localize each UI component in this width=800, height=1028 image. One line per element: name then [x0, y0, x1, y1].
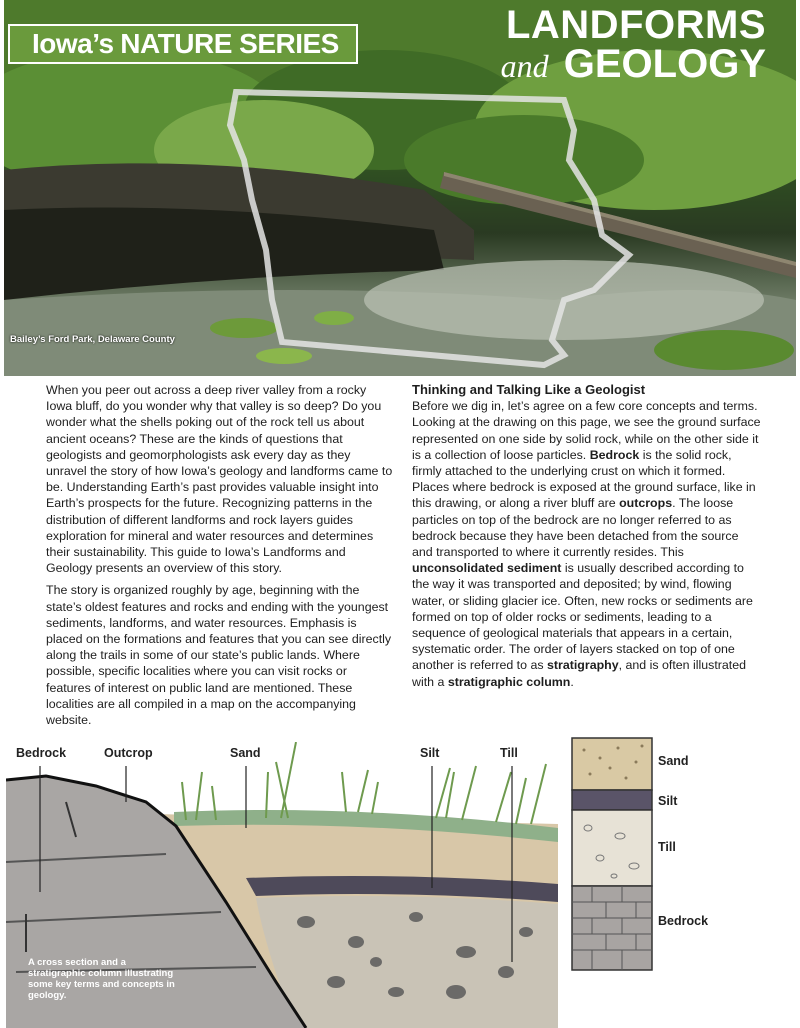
figure-caption: A cross section and a stratigraphic column illustrating some key terms and concepts in geology.: [28, 957, 175, 1001]
title-and: and: [500, 48, 549, 84]
column-label-silt: Silt: [658, 794, 678, 808]
series-banner: [8, 24, 358, 64]
geologist-paragraph: Before we dig in, let’s agree on a few core concepts and terms. Looking at the drawing on this page, we see the ground surface represented on one side by solid rock, while on the other side it is a collection of loose particles. Bedrock is the solid rock, firmly attached to the underlying crust on which it formed. Places where bedrock is exposed at the ground surface, like in this drawing, or along a river bluff are outcrops. The loose particles on top of the bedrock are no longer referred to as bedrock because they have been detached from the source and transported to where it currently resides. This unconsolidated sediment is usually described according to the way it was transported and deposited; by wind, flowing water, or sliding glacier ice. Often, new rocks or sediments are formed on top of older rocks or sediments, leading to a sequence of geological materials that appears in a certain, systematic order. The order of layers stacked on top of one another is referred to as stratigraphy, and is often illustrated with a stratigraphic column.: [412, 399, 761, 689]
column-label-bedrock: Bedrock: [658, 914, 709, 928]
title-line2: GEOLOGY: [563, 42, 766, 86]
column-label-till: Till: [658, 840, 676, 854]
term-bedrock: Bedrock: [589, 447, 640, 462]
term-unconsolidated-sediment: unconsolidated sediment: [412, 561, 562, 576]
column-label-sand: Sand: [658, 754, 689, 768]
layer-sand: [572, 738, 652, 790]
term-stratigraphic-column: stratigraphic column: [447, 674, 571, 689]
term-stratigraphy: stratigraphy: [547, 658, 619, 673]
layer-bedrock: [572, 886, 652, 970]
intro-column: [46, 382, 394, 734]
strat-column-drawing: [570, 736, 670, 972]
page-title: [500, 3, 766, 86]
label-sand: Sand: [230, 746, 261, 760]
section-heading: Thinking and Talking Like a Geologist: [412, 382, 646, 397]
term-outcrops: outcrops: [619, 496, 673, 511]
label-till: Till: [500, 746, 518, 760]
title-line1: LANDFORMS: [505, 3, 766, 47]
label-bedrock: Bedrock: [16, 746, 67, 760]
hero-photo: [4, 0, 796, 376]
label-silt: Silt: [420, 746, 440, 760]
series-prefix: Iowa’s: [32, 28, 114, 59]
label-outcrop: Outcrop: [104, 746, 153, 760]
intro-paragraph-2: The story is organized roughly by age, beginning with the state’s oldest features and rocks and ending with the youngest sediments, landforms, and water resources. Emphasis is placed on the formations and features that you can see directly along the trails in some of our state’s public lands. Where possible, specific localities where you can visit rocks or features of interest on public land are mentioned. These localities are all compiled in a map on the accompanying website.: [46, 583, 392, 728]
photo-caption: Bailey’s Ford Park, Delaware County: [10, 334, 175, 345]
intro-paragraph-1: When you peer out across a deep river valley from a rocky Iowa bluff, do you wonder why that valley is so deep? Do you wonder what the shells poking out of the rock tell us about ancient oceans? These are the kinds of questions that geologists and geomorphologists ask every day as they unravel the story of how Iowa’s geology and landforms came to be. Understanding Earth’s past provides valuable insight into Earth’s prospects for the future. Recognizing patterns in the distribution of different landforms and rock layers guides exploration for mineral and water resources and determines their sustainability. This guide to Iowa’s Landforms and Geology presents an overview of this story.: [46, 383, 393, 576]
stratigraphic-column: [570, 736, 670, 972]
geologist-column: [412, 382, 762, 696]
layer-silt: [572, 790, 652, 810]
series-label: NATURE SERIES: [120, 28, 339, 59]
